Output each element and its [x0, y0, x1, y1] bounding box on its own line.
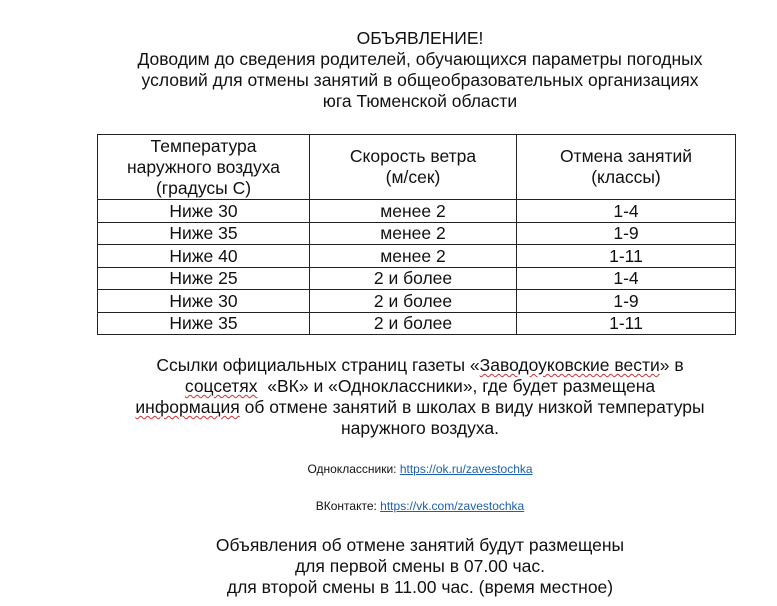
header-cancellation: Отмена занятий (классы) — [517, 135, 736, 200]
cell-wind: 2 и более — [310, 267, 517, 290]
weather-conditions-table — [97, 134, 736, 335]
table-row — [98, 267, 736, 290]
cell-grades: 1-9 — [517, 290, 736, 313]
table-row — [98, 222, 736, 245]
links-line-4: наружного воздуха. — [341, 418, 499, 438]
cell-wind: менее 2 — [310, 222, 517, 245]
newspaper-name: Заводоуковские вести — [479, 355, 660, 375]
vkontakte-line — [60, 498, 777, 514]
cell-wind: менее 2 — [310, 200, 517, 223]
links-line-1: Ссылки официальных страниц газеты «Заводоуковские вести» в — [156, 355, 684, 375]
odnoklassniki-link[interactable]: https://ok.ru/zavestochka — [399, 462, 533, 476]
cell-wind: 2 и более — [310, 290, 517, 313]
table-row — [98, 245, 736, 268]
table-row — [98, 290, 736, 313]
schedule-notice — [60, 535, 777, 598]
cell-temperature: Ниже 35 — [98, 312, 310, 335]
vkontakte-link[interactable]: https://vk.com/zavestochka — [380, 499, 525, 513]
cell-wind: 2 и более — [310, 312, 517, 335]
cell-grades: 1-4 — [517, 200, 736, 223]
cell-temperature: Ниже 35 — [98, 222, 310, 245]
header-temperature: Температура наружного воздуха (градусы С) — [98, 135, 310, 200]
cell-temperature: Ниже 25 — [98, 267, 310, 290]
header-wind-speed: Скорость ветра (м/сек) — [310, 135, 517, 200]
cell-grades: 1-11 — [517, 312, 736, 335]
cell-wind: менее 2 — [310, 245, 517, 268]
table-header-row — [98, 135, 736, 200]
header-line-1: Доводим до сведения родителей, обучающихся параметры погодных — [137, 49, 703, 69]
cell-temperature: Ниже 30 — [98, 290, 310, 313]
table-row — [98, 312, 736, 335]
footer-line-2: для первой смены в 07.00 час. — [294, 556, 546, 576]
footer-line-3: для второй смены в 11.00 час. (время местное) — [226, 577, 614, 597]
odnoklassniki-line — [60, 461, 777, 477]
announcement-header — [60, 28, 777, 112]
links-line-2: соцсетях «ВК» и «Одноклассники», где будет размещена — [184, 376, 656, 396]
header-line-3: юга Тюменской области — [322, 91, 518, 111]
announcement-title: ОБЪЯВЛЕНИЕ! — [356, 28, 484, 48]
footer-line-1: Объявления об отмене занятий будут размещены — [215, 535, 625, 555]
header-line-2: условий для отмены занятий в общеобразовательных организациях — [141, 70, 699, 90]
cell-temperature: Ниже 40 — [98, 245, 310, 268]
cell-temperature: Ниже 30 — [98, 200, 310, 223]
cell-grades: 1-9 — [517, 222, 736, 245]
social-links-intro — [80, 355, 760, 439]
vkontakte-label: ВКонтакте: — [315, 499, 381, 513]
table-row — [98, 200, 736, 223]
odnoklassniki-label: Одноклассники: — [307, 462, 400, 476]
cell-grades: 1-4 — [517, 267, 736, 290]
links-line-3: информация об отмене занятий в школах в виду низкой температуры — [135, 397, 705, 417]
cell-grades: 1-11 — [517, 245, 736, 268]
